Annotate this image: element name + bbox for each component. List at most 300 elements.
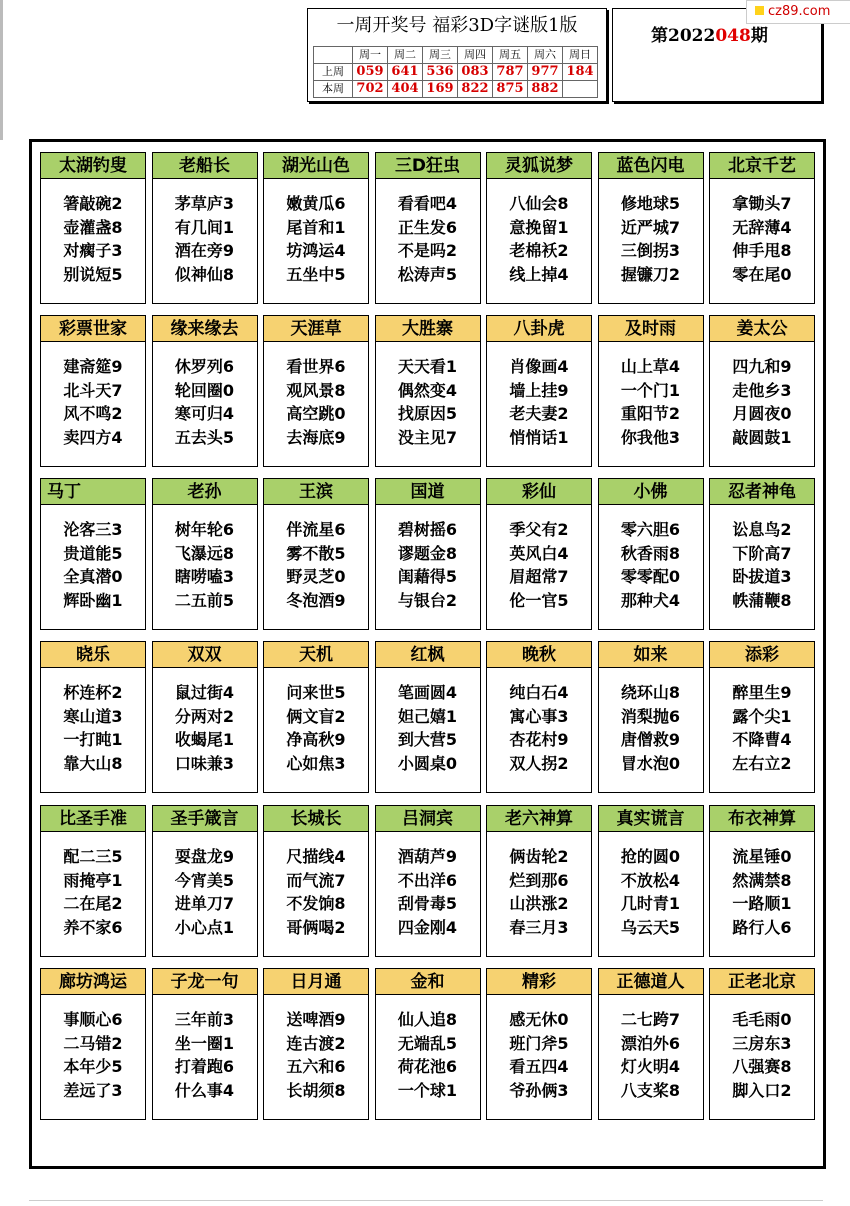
riddle-lines xyxy=(264,192,368,286)
draw-number xyxy=(563,81,598,98)
riddle-line: 八强赛8 xyxy=(732,1057,792,1076)
riddle-line: 伸手甩8 xyxy=(732,241,792,260)
riddle-line: 不放松4 xyxy=(620,870,681,890)
riddle-author: 老船长 xyxy=(153,153,257,179)
riddle-line: 到大营5 xyxy=(397,730,458,749)
riddle-line: 三房东3 xyxy=(732,1033,792,1053)
riddle-line: 乌云天5 xyxy=(620,917,681,937)
row-label: 上周 xyxy=(314,64,353,81)
riddle-author: 灵狐说梦 xyxy=(487,153,591,179)
riddle-line: 一打盹1 xyxy=(63,730,123,749)
riddle-author: 红枫 xyxy=(376,642,480,668)
draw-row-this-week xyxy=(314,81,598,98)
riddle-line: 仙人追8 xyxy=(397,1010,458,1029)
riddle-cell xyxy=(486,641,592,793)
riddle-line: 谬题金8 xyxy=(397,543,458,563)
riddle-cell xyxy=(598,152,704,304)
riddle-line: 哥俩喝2 xyxy=(286,917,346,937)
riddle-line: 刮骨毒5 xyxy=(397,894,458,913)
riddle-cell xyxy=(375,805,481,957)
draw-number: 083 xyxy=(458,64,493,81)
draw-number: 184 xyxy=(563,64,598,81)
draw-number: 641 xyxy=(388,64,423,81)
riddle-line: 纯白石4 xyxy=(509,683,569,702)
riddle-lines xyxy=(153,518,257,612)
draw-number: 977 xyxy=(528,64,563,81)
site-badge-text: cz89.com xyxy=(768,4,831,19)
riddle-lines xyxy=(41,845,145,939)
riddle-lines xyxy=(487,192,591,286)
riddle-line: 墙上挂9 xyxy=(509,380,569,400)
riddle-line: 冒水泡0 xyxy=(620,753,681,773)
riddle-line: 而气流7 xyxy=(286,870,346,890)
riddle-lines xyxy=(710,681,814,775)
riddle-line: 杏花村9 xyxy=(509,730,569,749)
riddle-line: 闺藉得5 xyxy=(397,567,458,586)
riddle-line: 伦一官5 xyxy=(509,590,569,610)
riddle-line: 肖像画4 xyxy=(509,357,569,376)
riddle-line: 一路顺1 xyxy=(732,894,792,913)
riddle-author: 缘来缘去 xyxy=(153,316,257,342)
riddle-author: 彩仙 xyxy=(487,479,591,505)
riddle-line: 似神仙8 xyxy=(174,264,235,284)
riddle-line: 流星锤0 xyxy=(732,847,792,866)
riddle-cell xyxy=(263,805,369,957)
riddle-author: 如来 xyxy=(599,642,703,668)
riddle-line: 本年少5 xyxy=(63,1057,123,1076)
riddle-grid xyxy=(29,139,826,1169)
day-label: 周四 xyxy=(458,47,493,64)
draw-number: 404 xyxy=(388,81,423,98)
riddle-line: 瞎唠嗑3 xyxy=(174,567,235,586)
day-label: 周日 xyxy=(563,47,598,64)
riddle-author: 布衣神算 xyxy=(710,806,814,832)
riddle-line: 寒可归4 xyxy=(174,404,235,423)
riddle-line: 不降曹4 xyxy=(732,730,792,749)
riddle-line: 眉超常7 xyxy=(509,567,569,586)
riddle-line: 俩文盲2 xyxy=(286,706,346,726)
riddle-line: 净高秋9 xyxy=(286,730,346,749)
draw-table-header-row xyxy=(314,47,598,64)
riddle-line: 酒在旁9 xyxy=(174,241,235,260)
riddle-line: 小圆桌0 xyxy=(397,753,458,773)
riddle-cell xyxy=(375,478,481,630)
riddle-line: 寓心事3 xyxy=(509,706,569,726)
riddle-lines xyxy=(487,518,591,612)
riddle-cell xyxy=(40,641,146,793)
riddle-line: 敲圆鼓1 xyxy=(732,427,792,447)
riddle-lines xyxy=(710,1008,814,1102)
riddle-line: 二马错2 xyxy=(63,1033,123,1053)
riddle-cell xyxy=(152,641,258,793)
riddle-cell xyxy=(598,968,704,1120)
riddle-lines xyxy=(153,1008,257,1102)
riddle-line: 贵道能5 xyxy=(63,543,123,563)
riddle-author: 大胜寨 xyxy=(376,316,480,342)
riddle-line: 口味兼3 xyxy=(174,753,235,773)
riddle-line: 季父有2 xyxy=(509,520,569,539)
riddle-cell xyxy=(152,968,258,1120)
riddle-line: 长胡须8 xyxy=(286,1080,346,1100)
riddle-line: 问来世5 xyxy=(286,683,346,702)
riddle-line: 雨掩亭1 xyxy=(63,870,123,890)
riddle-line: 然满禁8 xyxy=(732,870,792,890)
riddle-line: 二五前5 xyxy=(174,590,235,610)
riddle-line: 观风景8 xyxy=(286,380,346,400)
left-margin-line xyxy=(0,0,3,140)
riddle-line: 尺描线4 xyxy=(286,847,346,866)
riddle-lines xyxy=(41,192,145,286)
riddle-line: 重阳节2 xyxy=(620,404,681,423)
draw-number: 536 xyxy=(423,64,458,81)
riddle-line: 没主见7 xyxy=(397,427,458,447)
riddle-line: 耍盘龙9 xyxy=(174,847,235,866)
riddle-author: 彩票世家 xyxy=(41,316,145,342)
riddle-line: 零在尾0 xyxy=(732,264,792,284)
riddle-line: 漂泊外6 xyxy=(620,1033,681,1053)
riddle-line: 八支桨8 xyxy=(620,1080,681,1100)
riddle-line: 线上掉4 xyxy=(509,264,569,284)
riddle-lines xyxy=(264,1008,368,1102)
riddle-author: 马丁 xyxy=(41,479,145,505)
riddle-author: 吕洞宾 xyxy=(376,806,480,832)
riddle-line: 野灵芝0 xyxy=(286,567,346,586)
riddle-author: 比圣手准 xyxy=(41,806,145,832)
riddle-line: 消梨抛6 xyxy=(620,706,681,726)
draw-number: 059 xyxy=(353,64,388,81)
riddle-line: 收蝎尾1 xyxy=(174,730,235,749)
riddle-line: 事顺心6 xyxy=(63,1010,123,1029)
riddle-cell xyxy=(40,805,146,957)
day-label: 周一 xyxy=(353,47,388,64)
riddle-author: 晓乐 xyxy=(41,642,145,668)
riddle-line: 秋香雨8 xyxy=(620,543,681,563)
riddle-line: 风不鸣2 xyxy=(63,404,123,423)
riddle-lines xyxy=(376,1008,480,1102)
riddle-author: 北京千艺 xyxy=(710,153,814,179)
riddle-author: 国道 xyxy=(376,479,480,505)
riddle-line: 看五四4 xyxy=(509,1057,569,1076)
riddle-line: 烂到那6 xyxy=(509,870,569,890)
issue-number: 第2022048期 xyxy=(651,26,768,46)
riddle-line: 辉卧幽1 xyxy=(63,590,123,610)
riddle-line: 毛毛雨0 xyxy=(732,1010,792,1029)
riddle-line: 养不家6 xyxy=(63,917,123,937)
riddle-cell xyxy=(486,805,592,957)
riddle-line: 老夫妻2 xyxy=(509,404,569,423)
riddle-lines xyxy=(41,518,145,612)
riddle-cell xyxy=(709,315,815,467)
riddle-cell xyxy=(152,315,258,467)
riddle-lines xyxy=(710,355,814,449)
riddle-cell xyxy=(40,968,146,1120)
badge-square-icon xyxy=(755,6,764,15)
riddle-line: 对瘸子3 xyxy=(63,241,123,260)
riddle-line: 八仙会8 xyxy=(509,194,569,213)
riddle-line: 班门斧5 xyxy=(509,1033,569,1053)
riddle-cell xyxy=(375,641,481,793)
riddle-lines xyxy=(487,845,591,939)
riddle-author: 金和 xyxy=(376,969,480,995)
riddle-cell xyxy=(598,478,704,630)
riddle-cell xyxy=(486,478,592,630)
riddle-cell xyxy=(486,152,592,304)
riddle-author: 天机 xyxy=(264,642,368,668)
riddle-line: 嫩黄瓜6 xyxy=(286,194,346,213)
riddle-line: 松涛声5 xyxy=(397,264,458,284)
riddle-line: 什么事4 xyxy=(174,1080,235,1100)
riddle-line: 壶灌盏8 xyxy=(63,217,123,237)
riddle-line: 左右立2 xyxy=(732,753,792,773)
riddle-lines xyxy=(599,845,703,939)
riddle-line: 英风白4 xyxy=(509,543,569,563)
riddle-cell xyxy=(709,641,815,793)
riddle-author: 精彩 xyxy=(487,969,591,995)
riddle-lines xyxy=(264,681,368,775)
riddle-cell xyxy=(709,478,815,630)
riddle-cell xyxy=(263,641,369,793)
riddle-line: 找原因5 xyxy=(397,404,458,423)
riddle-line: 三年前3 xyxy=(174,1010,235,1029)
riddle-lines xyxy=(487,681,591,775)
riddle-cell xyxy=(40,478,146,630)
riddle-author: 王滨 xyxy=(264,479,368,505)
riddle-author: 日月通 xyxy=(264,969,368,995)
draw-number: 169 xyxy=(423,81,458,98)
riddle-line: 打着跑6 xyxy=(174,1057,235,1076)
riddle-author: 圣手箴言 xyxy=(153,806,257,832)
riddle-line: 飞瀑远8 xyxy=(174,543,235,563)
draw-row-last-week xyxy=(314,64,598,81)
riddle-line: 伴流星6 xyxy=(286,520,346,539)
riddle-lines xyxy=(599,355,703,449)
riddle-lines xyxy=(376,192,480,286)
riddle-cell xyxy=(598,641,704,793)
riddle-line: 天天看1 xyxy=(397,357,458,376)
riddle-line: 北斗天7 xyxy=(63,380,123,400)
riddle-author: 忍者神龟 xyxy=(710,479,814,505)
riddle-line: 配二三5 xyxy=(63,847,123,866)
riddle-line: 讼息鸟2 xyxy=(732,520,792,539)
riddle-line: 那种犬4 xyxy=(620,590,681,610)
day-label: 周三 xyxy=(423,47,458,64)
day-label: 周二 xyxy=(388,47,423,64)
riddle-line: 冬泡酒9 xyxy=(286,590,346,610)
draw-table-title: 一周开奖号 福彩3D字谜版1版 xyxy=(336,15,578,36)
riddle-cell xyxy=(263,152,369,304)
riddle-cell xyxy=(375,152,481,304)
riddle-line: 修地球5 xyxy=(620,194,681,213)
riddle-line: 三倒拐3 xyxy=(620,241,681,260)
riddle-line: 有几间1 xyxy=(174,217,235,237)
bottom-divider xyxy=(29,1200,823,1201)
riddle-lines xyxy=(599,1008,703,1102)
riddle-line: 山上草4 xyxy=(620,357,681,376)
riddle-cell xyxy=(709,968,815,1120)
riddle-line: 卧拔道3 xyxy=(732,567,792,586)
riddle-author: 小佛 xyxy=(599,479,703,505)
riddle-line: 别说短5 xyxy=(63,264,123,284)
riddle-lines xyxy=(376,681,480,775)
riddle-cell xyxy=(709,152,815,304)
riddle-line: 送啤酒9 xyxy=(286,1010,346,1029)
riddle-line: 今宵美5 xyxy=(174,870,235,890)
riddle-line: 月圆夜0 xyxy=(732,404,792,423)
riddle-cell xyxy=(263,315,369,467)
riddle-line: 灯火明4 xyxy=(620,1057,681,1076)
riddle-lines xyxy=(599,192,703,286)
riddle-lines xyxy=(153,355,257,449)
riddle-line: 笔画圆4 xyxy=(397,683,458,702)
riddle-author: 八卦虎 xyxy=(487,316,591,342)
riddle-author: 晚秋 xyxy=(487,642,591,668)
riddle-line: 零六胆6 xyxy=(620,520,681,539)
riddle-line: 坊鸿运4 xyxy=(286,241,346,260)
riddle-line: 沦客三3 xyxy=(63,520,123,539)
riddle-author: 老孙 xyxy=(153,479,257,505)
riddle-line: 无辞薄4 xyxy=(732,217,792,237)
riddle-cell xyxy=(598,805,704,957)
riddle-line: 绕环山8 xyxy=(620,683,681,702)
riddle-author: 正老北京 xyxy=(710,969,814,995)
riddle-lines xyxy=(710,845,814,939)
riddle-line: 四金刚4 xyxy=(397,917,458,937)
riddle-line: 握镰刀2 xyxy=(620,264,681,284)
riddle-line: 心如焦3 xyxy=(286,753,346,773)
riddle-lines xyxy=(153,845,257,939)
riddle-line: 差远了3 xyxy=(63,1080,123,1100)
riddle-cell xyxy=(263,968,369,1120)
riddle-line: 偶然变4 xyxy=(397,380,458,400)
riddle-line: 进单刀7 xyxy=(174,894,235,913)
riddle-author: 湖光山色 xyxy=(264,153,368,179)
riddle-line: 脚入口2 xyxy=(732,1080,792,1100)
riddle-line: 无端乱5 xyxy=(397,1033,458,1053)
riddle-cell xyxy=(152,805,258,957)
riddle-line: 看世界6 xyxy=(286,357,346,376)
riddle-lines xyxy=(487,355,591,449)
riddle-cell xyxy=(486,315,592,467)
riddle-line: 去海底9 xyxy=(286,427,346,447)
riddle-line: 二在尾2 xyxy=(63,894,123,913)
riddle-line: 树年轮6 xyxy=(174,520,235,539)
riddle-line: 靠大山8 xyxy=(63,753,123,773)
riddle-author: 姜太公 xyxy=(710,316,814,342)
riddle-line: 妲己嬉1 xyxy=(397,706,458,726)
riddle-line: 雾不散5 xyxy=(286,543,346,563)
riddle-lines xyxy=(710,192,814,286)
riddle-line: 五去头5 xyxy=(174,427,235,447)
riddle-line: 唐僧救9 xyxy=(620,730,681,749)
riddle-line: 几时青1 xyxy=(620,894,681,913)
riddle-line: 卖四方4 xyxy=(63,427,123,447)
riddle-lines xyxy=(153,192,257,286)
riddle-lines xyxy=(264,355,368,449)
riddle-lines xyxy=(41,355,145,449)
riddle-lines xyxy=(599,681,703,775)
riddle-line: 五六和6 xyxy=(286,1057,346,1076)
riddle-line: 碧树摇6 xyxy=(397,520,458,539)
riddle-line: 不发饷8 xyxy=(286,894,346,913)
riddle-lines xyxy=(487,1008,591,1102)
riddle-line: 拿锄头7 xyxy=(732,194,792,213)
site-badge[interactable] xyxy=(746,0,850,24)
riddle-lines xyxy=(41,681,145,775)
riddle-line: 走他乡3 xyxy=(732,380,792,400)
riddle-cell xyxy=(152,478,258,630)
draw-number: 822 xyxy=(458,81,493,98)
riddle-author: 天涯草 xyxy=(264,316,368,342)
riddle-lines xyxy=(376,845,480,939)
riddle-line: 路行人6 xyxy=(732,917,792,937)
riddle-lines xyxy=(264,845,368,939)
riddle-line: 正生发6 xyxy=(397,217,458,237)
draw-number: 875 xyxy=(493,81,528,98)
riddle-lines xyxy=(376,518,480,612)
riddle-line: 一个门1 xyxy=(620,380,681,400)
riddle-lines xyxy=(153,681,257,775)
riddle-line: 不是吗2 xyxy=(397,241,458,260)
day-label: 周五 xyxy=(493,47,528,64)
riddle-author: 真实谎言 xyxy=(599,806,703,832)
draw-number: 882 xyxy=(528,81,563,98)
riddle-author: 廊坊鸿运 xyxy=(41,969,145,995)
riddle-line: 帙蒲鞭8 xyxy=(732,590,792,610)
riddle-cell xyxy=(263,478,369,630)
riddle-line: 零零配0 xyxy=(620,567,681,586)
riddle-line: 醉里生9 xyxy=(732,683,792,702)
riddle-author: 添彩 xyxy=(710,642,814,668)
riddle-line: 五坐中5 xyxy=(286,264,346,284)
riddle-line: 近严城7 xyxy=(620,217,681,237)
riddle-author: 子龙一句 xyxy=(153,969,257,995)
riddle-author: 太湖钓叟 xyxy=(41,153,145,179)
riddle-line: 分两对2 xyxy=(174,706,235,726)
riddle-line: 杯连杯2 xyxy=(63,683,123,702)
row-label: 本周 xyxy=(314,81,353,98)
riddle-line: 全真潜0 xyxy=(63,567,123,586)
riddle-line: 悄悄话1 xyxy=(509,427,569,447)
riddle-line: 荷花池6 xyxy=(397,1057,458,1076)
riddle-line: 建斋筵9 xyxy=(63,357,123,376)
day-label: 周六 xyxy=(528,47,563,64)
riddle-line: 休罗列6 xyxy=(174,357,235,376)
riddle-lines xyxy=(599,518,703,612)
riddle-cell xyxy=(375,968,481,1120)
riddle-author: 老六神算 xyxy=(487,806,591,832)
riddle-line: 轮回圈0 xyxy=(174,380,235,400)
riddle-lines xyxy=(376,355,480,449)
riddle-line: 双人拐2 xyxy=(509,753,569,773)
riddle-line: 鼠过街4 xyxy=(174,683,235,702)
draw-table xyxy=(313,46,598,98)
riddle-lines xyxy=(264,518,368,612)
riddle-lines xyxy=(41,1008,145,1102)
riddle-cell xyxy=(375,315,481,467)
riddle-author: 蓝色闪电 xyxy=(599,153,703,179)
riddle-line: 酒葫芦9 xyxy=(397,847,458,866)
riddle-line: 坐一圈1 xyxy=(174,1033,235,1053)
draw-number: 702 xyxy=(353,81,388,98)
riddle-line: 与银台2 xyxy=(397,590,458,610)
riddle-line: 寒山道3 xyxy=(63,706,123,726)
riddle-cell xyxy=(486,968,592,1120)
riddle-line: 连古渡2 xyxy=(286,1033,346,1053)
riddle-cell xyxy=(598,315,704,467)
riddle-author: 三D狂虫 xyxy=(376,153,480,179)
riddle-cell xyxy=(709,805,815,957)
riddle-line: 四九和9 xyxy=(732,357,792,376)
